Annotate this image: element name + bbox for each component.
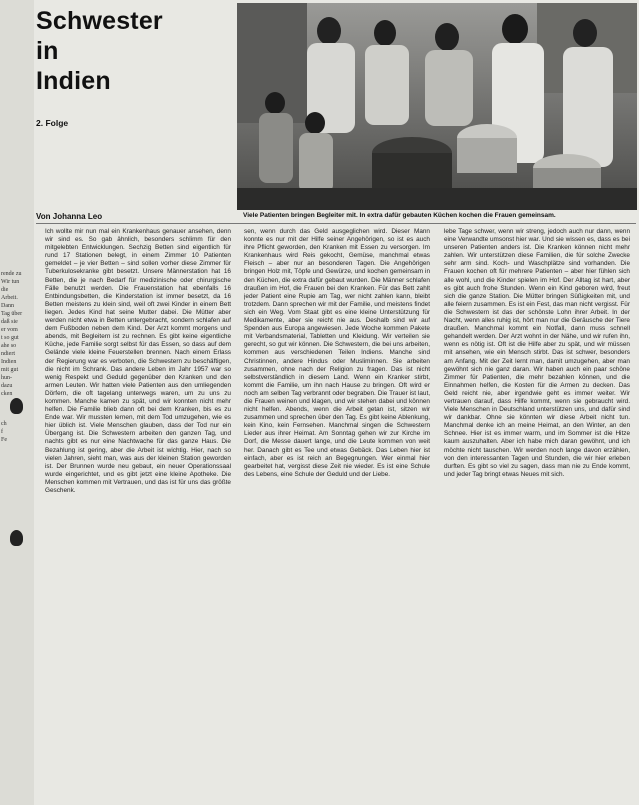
- margin-text: rende zu Wir tun die Arbeit. Dann Tag über daß sie er vom t so gut ahe so ndiert Indien mit gut hun- dazu cken: [1, 271, 23, 397]
- photo-kitchen-scene-icon: [237, 3, 637, 210]
- divider: [36, 223, 636, 224]
- text-column-2: [244, 228, 430, 798]
- author-byline: Von Johanna Leo: [36, 212, 103, 221]
- margin-text-2: ch f Fe: [1, 421, 7, 443]
- column-text: sen, wenn durch das Geld ausgeglichen wird. Dieser Mann konnte es nur mit der Hilfe seiner Angehörigen, so ist es auch ihre Pflicht geworden, den Kranken mit Essen zu versorgen. Im Krankenhaus wird Reis gekocht, Gemüse, manchmal etwas Fleisch – aber nur an besonderen Tagen. Die Angehörigen bringen Holz mit, Töpfe und Gewürze, und kochen gemeinsam in den Küchen, die extra dafür gebaut wurden. Die Männer schlafen draußen im Hof, die Frauen bei den Kranken. Für das Bett zahlt jeder Patient eine Rupie am Tag, wer nicht zahlen kann, bleibt trotzdem. Dann sprechen wir mit der Familie, und meistens findet sich ein Weg. Vom Staat gibt es eine kleine Unterstützung für Medikamente, aber sie reicht nie aus. Deshalb sind wir auf Spenden aus Europa angewiesen. Jede Woche kommen Pakete mit Verbandsmaterial, Tabletten und Kleidung. Wir verteilen sie gerecht, so gut wir können. Die Schwestern, die bei uns arbeiten, kommen aus verschiedenen Teilen Indiens. Manche sind Christinnen, andere Hindus oder Musliminnen. Sie arbeiten zusammen, ohne nach der Religion zu fragen. Das ist nicht selbstverständlich in diesem Land. Wenn ein Kranker stirbt, kommt die Familie, um ihn nach Hause zu bringen. Oft wird er noch am selben Tag verbrannt oder begraben. Die Trauer ist laut, die Frauen weinen und klagen, und wir stehen dabei und können nicht helfen. Abends, wenn die Arbeit getan ist, sitzen wir zusammen und sprechen über den Tag. Es gibt keine Ablenkung, kein Kino, kein Fernsehen. Manchmal singen die Schwestern Lieder aus ihrer Heimat. Am Sonntag gehen wir zur Kirche im Dorf, die Messe dauert lange, und die Leute kommen von weit her. Danach gibt es Tee und etwas Gebäck. Das Leben hier ist einfach, aber es ist reich an Begegnungen. Wer einmal hier gearbeitet hat, vergisst diese Zeit nie wieder. Es ist eine Schule des Lebens, eine Schule der Geduld und der Liebe.: [244, 228, 430, 478]
- column-text: lebe Tage schwer, wenn wir streng, jedoch auch nur dann, wenn eine Verwandte umsonst hier war. Und sie wissen es, dass es bei unseren Patienten anders ist. Die Kranken können nicht mehr zahlen. Wir unterstützen diese Familien, die für solche Zwecke sehr arm sind. Koch- und Waschplätze sind vorhanden. Die Frauen kochen oft für mehrere Patienten – aber hier fühlen sich alle wohl, und die Kinder spielen im Hof. Der Alltag ist hart, aber es gibt auch frohe Stunden. Wenn ein Kind geboren wird, freut sich die ganze Station. Die Mütter bringen Süßigkeiten mit, und alle feiern zusammen. Es ist ein Fest, das man nicht vergisst. Für die Schwestern ist das der schönste Lohn ihrer Arbeit. In der Nacht, wenn alles ruhig ist, hört man nur die Geräusche der Tiere draußen. Manchmal kommt ein Notfall, dann muss schnell gehandelt werden. Der Arzt wohnt in der Nähe, und wir rufen ihn, wenn es nötig ist. Oft ist die Hilfe aber zu spät, und wir müssen mit ansehen, wie ein Mensch stirbt. Das ist schwer, besonders am Anfang. Mit der Zeit lernt man, damit umzugehen, aber man gewöhnt sich nie ganz daran. Wir haben auch ein paar schöne Zimmer für Patienten, die mehr bezahlen können, und die Einnahmen helfen, die Kosten für die Armen zu decken. Das Geld reicht nie, aber irgendwie geht es immer weiter. Wir vertrauen darauf, dass Hilfe kommt, wenn sie gebraucht wird. Viele Menschen in Deutschland unterstützen uns, und dafür sind wir dankbar. Ohne sie könnten wir diese Arbeit nicht tun. Manchmal denke ich an meine Heimat, an den Winter, an den Schnee. Hier ist es immer warm, und im Sommer ist die Hitze kaum auszuhalten. Aber ich habe mich daran gewöhnt, und ich möchte nicht tauschen. Wir werden noch lange davon erzählen, von den interessanten Tagen und Stunden, die wir hier erleben durften. Es gibt so viel zu sagen, dass man nie zu Ende kommt, und jeder Tag bringt etwas Neues mit sich.: [444, 228, 630, 478]
- adjacent-page-strip: [0, 0, 34, 805]
- part-label: 2. Folge: [36, 118, 69, 128]
- text-column-1: [45, 228, 231, 798]
- binding-hole-icon: [10, 398, 23, 414]
- text-column-3: [444, 228, 630, 798]
- article-title: Schwester in Indien: [36, 7, 163, 95]
- photo-caption: Viele Patienten bringen Begleiter mit. In extra dafür gebauten Küchen kochen die Frauen gemeinsam.: [243, 212, 556, 219]
- article-photo: [237, 3, 637, 210]
- binding-hole-icon: [10, 530, 23, 546]
- column-text: Ich wollte mir nun mal ein Krankenhaus genauer ansehen, denn wir sind es. So gab ähnlich, besonders schlimm für den mitgelebten Entwicklungen. Sechzig Betten sind eigentlich für rund 17 Stationen belegt, in einem Zimmer 10 Patienten gemeldet – je vier Betten – sind sollen vorher diese Zimmer für Tuberkulosekranke gibt besetzt. Unsere Männerstation hat 16 Betten, die je nach Bedarf für medizinische oder chirurgische Fälle benutzt werden. Die Frauenstation hat ebenfalls 16 Entbindungsbetten, die Kinderstation ist immer besetzt, da 16 Betten meistens zu klein sind, weil oft zwei Kinder in einem Bett liegen. Jedes Kind hat seine Mutter dabei. Die Mütter aber werden nicht etwa in Betten untergebracht, sondern schlafen auf dem Fußboden neben dem Kind. Der Arzt kommt morgens und abends, mit Begleitern ist zu rechnen. Es gibt keine eigentliche Küche, jede Familie sorgt selbst für das Essen, so dass auf dem Gelände viele kleine Feuerstellen brennen. Nach einem Erlass der Regierung war es verboten, die Schwestern zu beschäftigen, die nicht im Schrank. Das andere Leben im Jahr 1957 war so wenig Respekt und Geduld gegenüber den Kranken und den armen Leuten. Wir hatten viele Patienten aus den umliegenden Dörfern, die oft tagelang unterwegs waren, um zu uns zu kommen. Manche kamen zu spät, und wir konnten nicht mehr helfen. Die Familie blieb dann oft bei dem Kranken, bis es zu Ende war. Wir mussten lernen, mit dem Tod umzugehen, wie es hier üblich ist. Viele Menschen glauben, dass der Tod nur ein Übergang ist. Die Schwestern arbeiten den ganzen Tag, und nachts gibt es nur eine Nachtwache für das ganze Haus. Die Bezahlung ist gering, aber die Arbeit ist wichtig. Hier, nach so vielen Jahren, sieht man, was aus der kleinen Station geworden ist. Der Brunnen wurde neu gebaut, ein neuer Operationssaal wurde eingerichtet, und es gibt jetzt eine kleine Apotheke. Die Menschen kommen mit Vertrauen, und das ist für uns das größte Geschenk.: [45, 228, 231, 494]
